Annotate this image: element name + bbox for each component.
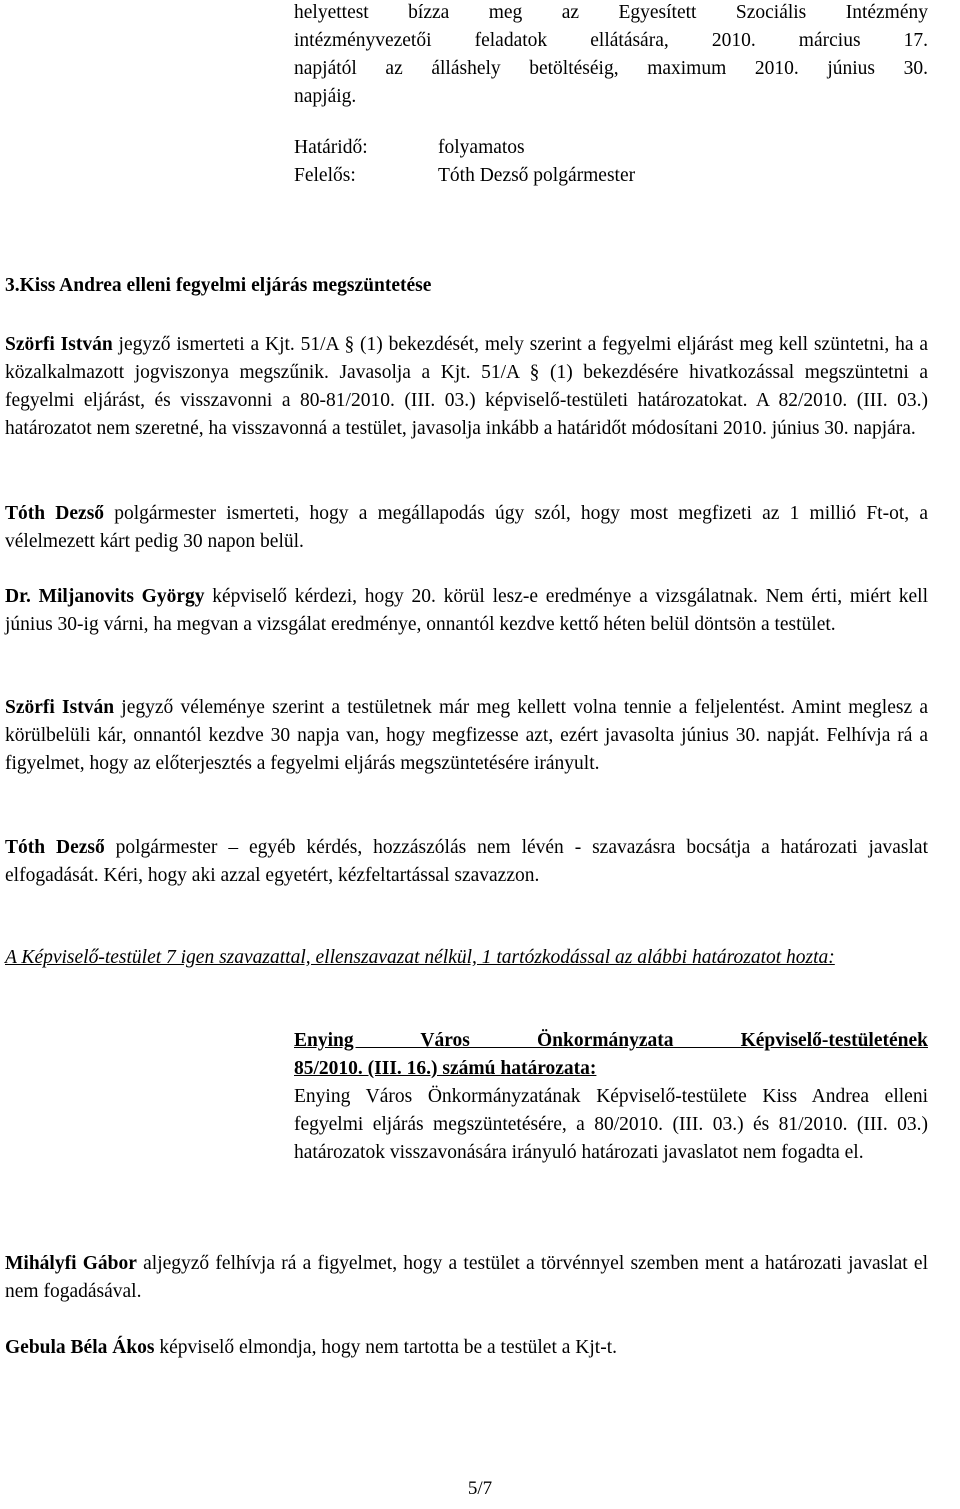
intro-line-4: napjáig. <box>294 86 357 107</box>
paragraph-text: (1) bekezdését, mely szerint a fegyelmi eljárást meg kell szüntetni, ha a közalkalmazott jogviszonya megszűnik. Javasolja a Kjt. 51/A <box>5 334 928 383</box>
paragraph-3 <box>5 583 928 639</box>
section-title <box>5 272 925 300</box>
paragraph-text: képviselő elmondja, hogy nem tartotta be a testület a Kjt-t. <box>154 1337 617 1358</box>
paragraph-text: (1) bekezdésére hivatkozással megszüntetni a fegyelmi eljárást, és visszavonni a 80-81/2010. (III. 03.) képviselő-testületi határozatokat. A 82/2010. (III. 03.) határozatot nem szeretné, ha visszavonná a testület, javasolja inkább a határidőt módosítani 2010. június 30. napjára. <box>5 362 928 439</box>
paragraph-text: jegyző véleménye szerint a testületnek már meg kellett volna tennie a feljelentést. Amint meglesz a körülbelüli kár, onnantól kezdve 30 napja van, hogy megfizesse azt, ezért javasolta június 30. napját. Felhívja rá a figyelmet, hogy az előterjesztés a fegyelmi eljárás megszüntetésére irányult. <box>5 697 928 774</box>
intro-line-1: helyettest bízza meg az Egyesített Szociális Intézmény <box>294 2 928 23</box>
intro-line-3: napjától az álláshely betöltéséig, maximum 2010. június 30. <box>294 58 928 79</box>
paragraph-text: polgármester – egyéb kérdés, hozzászólás nem lévén - szavazásra bocsátja a határozati javaslat elfogadását. Kéri, hogy aki azzal egyetért, kézfeltartással szavazzon. <box>5 837 929 886</box>
responsible-value: Tóth Dezső polgármester <box>438 165 636 186</box>
paragraph-text: képviselő kérdezi, hogy 20. körül lesz-e eredménye a vizsgálatnak. Nem érti, miért kell június 30-ig várni, ha megvan a vizsgálat eredménye, onnantól kezdve kettő héten belül döntsön a testület. <box>5 586 929 635</box>
section-sign: § <box>344 334 355 355</box>
vote-result: A Képviselő-testület 7 igen szavazattal, ellenszavazat nélkül, 1 tartózkodással az alábbi határozatot hozta: <box>5 947 835 968</box>
deadline-value: folyamatos <box>438 137 525 158</box>
speaker-name: Tóth Dezső <box>5 503 105 524</box>
page-number: 5/7 <box>467 1478 493 1499</box>
resolution-title-line-1: Enying Város Önkormányzata Képviselő-testületének <box>294 1030 928 1051</box>
paragraph-text: aljegyző felhívja rá a figyelmet, hogy a testület a törvénnyel szemben ment a határozati javaslat el nem fogadásával. <box>5 1253 928 1302</box>
speaker-name: Mihályfi Gábor <box>5 1253 137 1274</box>
speaker-name: Gebula Béla Ákos <box>5 1337 155 1358</box>
deadline-label: Határidő: <box>294 137 368 158</box>
intro-paragraph <box>294 0 928 111</box>
intro-line-2: intézményvezetői feladatok ellátására, 2010. március 17. <box>294 30 928 51</box>
paragraph-4 <box>5 694 928 778</box>
speaker-prefix: Dr. <box>5 586 39 607</box>
paragraph-5 <box>5 834 928 890</box>
responsible-label: Felelős: <box>294 165 356 186</box>
speaker-name: Szörfi István <box>5 334 113 355</box>
paragraph-2 <box>5 500 928 556</box>
paragraph-7 <box>5 1334 928 1362</box>
resolution-title-line-2: 85/2010. (III. 16.) számú határozata: <box>294 1058 597 1079</box>
paragraph-1 <box>5 331 928 443</box>
paragraph-6 <box>5 1250 928 1306</box>
paragraph-text: polgármester ismerteti, hogy a megállapodás úgy szól, hogy most megfizeti az 1 millió Ft-ot, a vélelmezett kárt pedig 30 napon belül. <box>5 503 928 552</box>
speaker-name: Miljanovits György <box>38 586 205 607</box>
paragraph-text: jegyző ismerteti a Kjt. 51/A <box>112 334 345 355</box>
speaker-name: Szörfi István <box>5 697 115 718</box>
section-sign: § <box>529 362 540 383</box>
resolution-body: Enying Város Önkormányzatának Képviselő-testülete Kiss Andrea elleni fegyelmi eljárás megszüntetésére, a 80/2010. (III. 03.) és 81/2010. (III. 03.) határozatok visszavonására irányuló határozati javaslatot nem fogadta el. <box>294 1086 928 1163</box>
speaker-name: Tóth Dezső <box>5 837 105 858</box>
resolution-block <box>294 1027 928 1167</box>
section-title-text: 3.Kiss Andrea elleni fegyelmi eljárás megszüntetése <box>5 275 432 296</box>
